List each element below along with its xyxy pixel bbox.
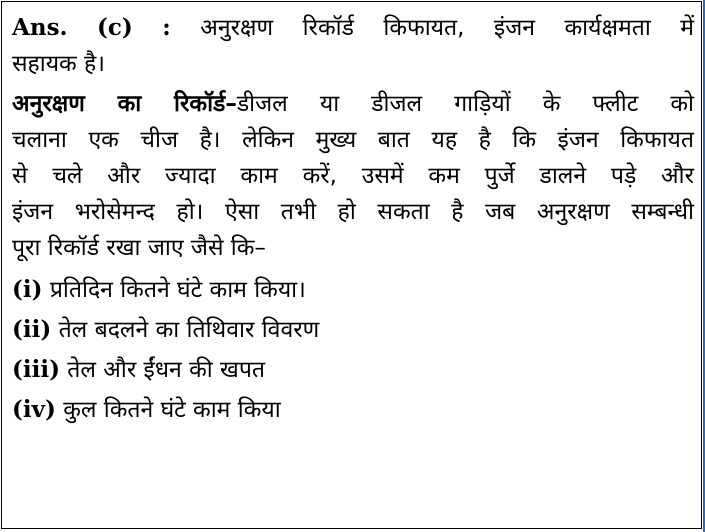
list-item-text: तेल और ईंधन की खपत xyxy=(67,357,265,383)
list-item-number: (iii) xyxy=(12,356,60,383)
section-line-1 xyxy=(12,86,694,122)
answer-label: Ans. xyxy=(12,14,68,41)
section-text-1: डीजल या डीजल गाड़ियों के फ्लीट को xyxy=(236,91,694,117)
section-text-4: इंजन भरोसेमन्द हो। ऐसा तभी हो सकता है जब अनुरक्षण सम्बन्धी xyxy=(12,199,694,225)
answer-line-2 xyxy=(12,46,694,82)
list-item-text: तेल बदलने का तिथिवार विवरण xyxy=(58,317,320,343)
section-line-3 xyxy=(12,158,694,194)
list-item xyxy=(12,270,694,310)
section-text-2: चलाना एक चीज है। लेकिन मुख्य बात यह है कि इंजन किफायत xyxy=(12,127,694,153)
document-frame xyxy=(1,1,702,529)
answer-option: (c) xyxy=(97,14,133,41)
list-item xyxy=(12,350,694,390)
document-content xyxy=(12,10,694,430)
list-item xyxy=(12,310,694,350)
list-item-number: (ii) xyxy=(12,316,52,343)
section-text-3: से चले और ज्यादा काम करें, उसमें कम पुर्जे डालने पड़े और xyxy=(12,163,694,189)
section-heading: अनुरक्षण का रिकॉर्ड– xyxy=(12,91,237,117)
list-item xyxy=(12,390,694,430)
answer-text-2: सहायक है। xyxy=(12,51,105,77)
list-item-number: (i) xyxy=(12,276,43,303)
answer-line-1 xyxy=(12,10,694,46)
section-line-5 xyxy=(12,230,694,266)
list-item-number: (iv) xyxy=(12,396,56,423)
answer-text-1: अनुरक्षण रिकॉर्ड किफायत, इंजन कार्यक्षमता में xyxy=(200,15,695,41)
section-line-2 xyxy=(12,122,694,158)
answer-separator: : xyxy=(162,14,171,41)
section-text-5: पूरा रिकॉर्ड रखा जाए जैसे कि– xyxy=(12,235,266,261)
list-item-text: कुल कितने घंटे काम किया xyxy=(63,397,281,423)
list-item-text: प्रतिदिन कितने घंटे काम किया। xyxy=(49,277,306,303)
section-line-4 xyxy=(12,194,694,230)
